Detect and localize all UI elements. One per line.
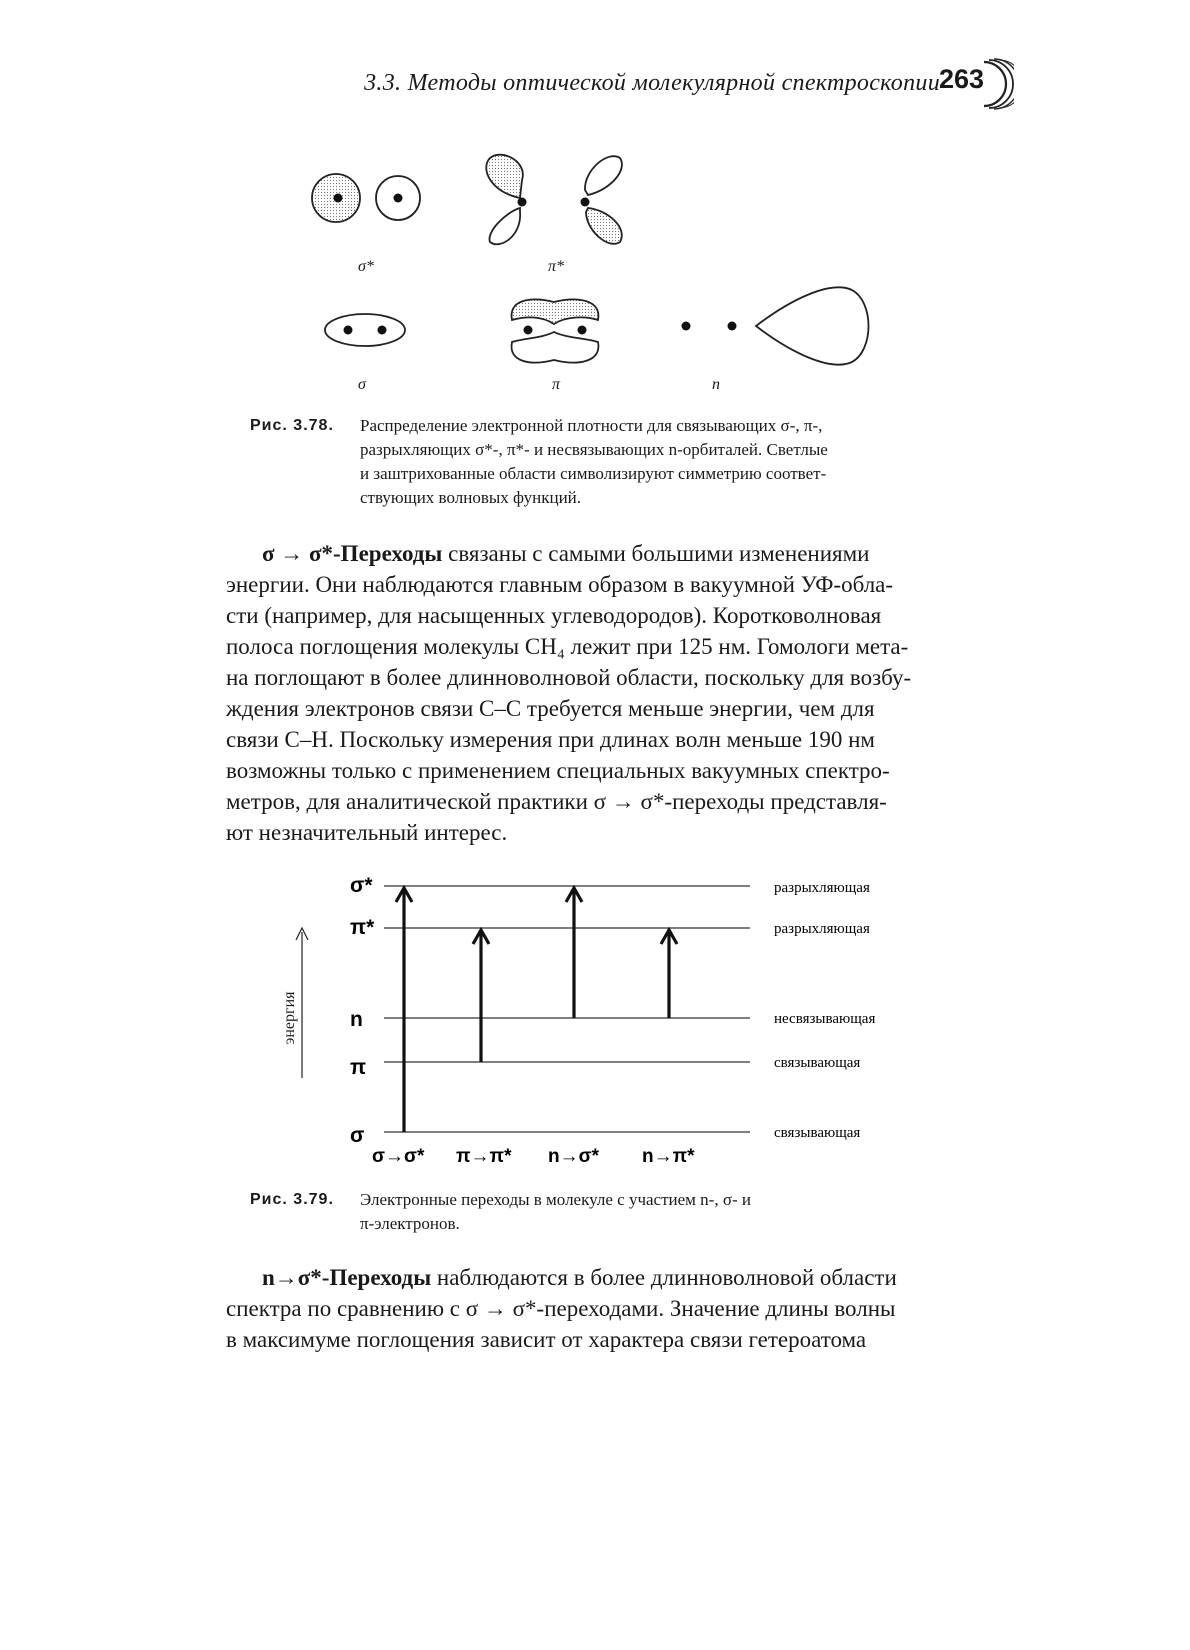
- level-symbol-pi-star: π*: [350, 916, 375, 939]
- paragraph-line: на поглощают в более длинноволновой области, поскольку для возбу-: [226, 665, 912, 690]
- n-orbital: [682, 287, 869, 364]
- caption-line: π-электронов.: [360, 1214, 460, 1233]
- caption-number: Рис. 3.79.: [250, 1191, 334, 1208]
- transition-label-n-sigma-star: n→σ*: [548, 1146, 599, 1167]
- paragraph-line: ждения электронов связи C–C требуется меньше энергии, чем для: [226, 696, 875, 721]
- paragraph-line: энергии. Они наблюдаются главным образом в вакуумной УФ-обла-: [226, 572, 894, 597]
- orbital-diagram: [290, 140, 890, 415]
- caption-line: разрыхляющих σ*-, π*- и несвязывающих n-орбиталей. Светлые: [360, 440, 828, 459]
- pi-star-label: π*: [548, 258, 565, 275]
- n-label: n: [712, 376, 720, 393]
- sigma-star-label: σ*: [358, 258, 374, 275]
- arrow-sigma-sigma-star: [396, 888, 412, 1132]
- level-kind-sigma-star: разрыхляющая: [774, 880, 870, 896]
- caption-line: Распределение электронной плотности для связывающих σ-, π-,: [360, 416, 823, 435]
- arrow-n-pi-star: [661, 930, 677, 1018]
- caption-text: [360, 1188, 751, 1236]
- caption-text: [360, 414, 828, 510]
- energy-diagram-canvas: [280, 870, 920, 1180]
- paragraph-line: сти (например, для насыщенных углеводородов). Коротковолновая: [226, 603, 882, 628]
- paragraph-line: полоса поглощения молекулы CH₄ лежит при 125 нм. Гомологи мета-: [226, 634, 909, 659]
- paragraph-line: спектра по сравнению с σ → σ*-переходами. Значение длины волны: [226, 1296, 896, 1321]
- paragraph-line: связи C–H. Поскольку измерения при длинах волн меньше 190 нм: [226, 727, 875, 752]
- level-symbol-sigma-star: σ*: [350, 874, 373, 897]
- paragraph-line: метров, для аналитической практики σ → σ*-переходы представля-: [226, 789, 887, 814]
- paragraph-lead: σ → σ*-Переходы: [262, 541, 443, 566]
- paragraph-line: возможны только с применением специальных вакуумных спектро-: [226, 758, 890, 783]
- level-symbol-n: n: [350, 1008, 363, 1031]
- pi-orbital: [512, 299, 599, 362]
- transition-label-pi-pi-star: π→π*: [456, 1146, 512, 1167]
- arrow-pi-pi-star: [473, 930, 489, 1062]
- level-kind-sigma: связывающая: [774, 1125, 861, 1141]
- paragraph-lead: n→σ*-Переходы: [262, 1265, 432, 1290]
- transition-label-n-pi-star: n→π*: [642, 1146, 695, 1167]
- figure-379-caption: [250, 1188, 970, 1240]
- sigma-star-orbital: [312, 174, 420, 222]
- paragraph-line-text: наблюдаются в более длинноволновой области: [431, 1265, 897, 1290]
- level-symbol-pi: π: [350, 1056, 367, 1079]
- orbital-shapes: [290, 140, 890, 410]
- transition-label-sigma-sigma-star: σ→σ*: [372, 1146, 425, 1167]
- sigma-label: σ: [358, 376, 366, 393]
- page-number: 263: [938, 64, 984, 94]
- pi-label: π: [552, 376, 561, 393]
- page-number-ornament-icon: [976, 58, 1014, 110]
- caption-number: Рис. 3.78.: [250, 417, 334, 434]
- paragraph-line: в максимуме поглощения зависит от характера связи гетероатома: [226, 1327, 867, 1352]
- level-lines: [384, 886, 750, 1132]
- energy-level-diagram: [280, 870, 920, 1185]
- energy-axis-label: энергия: [281, 991, 298, 1045]
- arrow-n-sigma-star: [566, 888, 582, 1018]
- pi-star-orbital: [486, 155, 622, 245]
- paragraph-line-text: связаны с самыми большими изменениями: [442, 541, 870, 566]
- level-kind-n: несвязывающая: [774, 1011, 876, 1027]
- level-symbol-sigma: σ: [350, 1124, 365, 1147]
- running-header: [340, 64, 1020, 104]
- transition-arrows: [396, 888, 677, 1132]
- caption-line: и заштрихованные области символизируют симметрию соответ-: [360, 464, 827, 483]
- paragraph-line: [226, 1262, 1006, 1293]
- paragraph-n-transitions: [226, 1262, 1006, 1355]
- sigma-orbital: [325, 314, 405, 346]
- caption-line: ствующих волновых функций.: [360, 488, 582, 507]
- level-kind-pi-star: разрыхляющая: [774, 921, 870, 937]
- caption-line: Электронные переходы в молекуле с участием n-, σ- и: [360, 1190, 751, 1209]
- paragraph-line: ют незначительный интерес.: [226, 820, 508, 845]
- section-title: 3.3. Методы оптической молекулярной спектроскопии: [364, 70, 940, 96]
- paragraph-sigma-transitions: [226, 538, 1006, 848]
- figure-378-caption: [250, 414, 970, 514]
- paragraph-line: [226, 538, 1006, 569]
- level-kind-pi: связывающая: [774, 1055, 861, 1071]
